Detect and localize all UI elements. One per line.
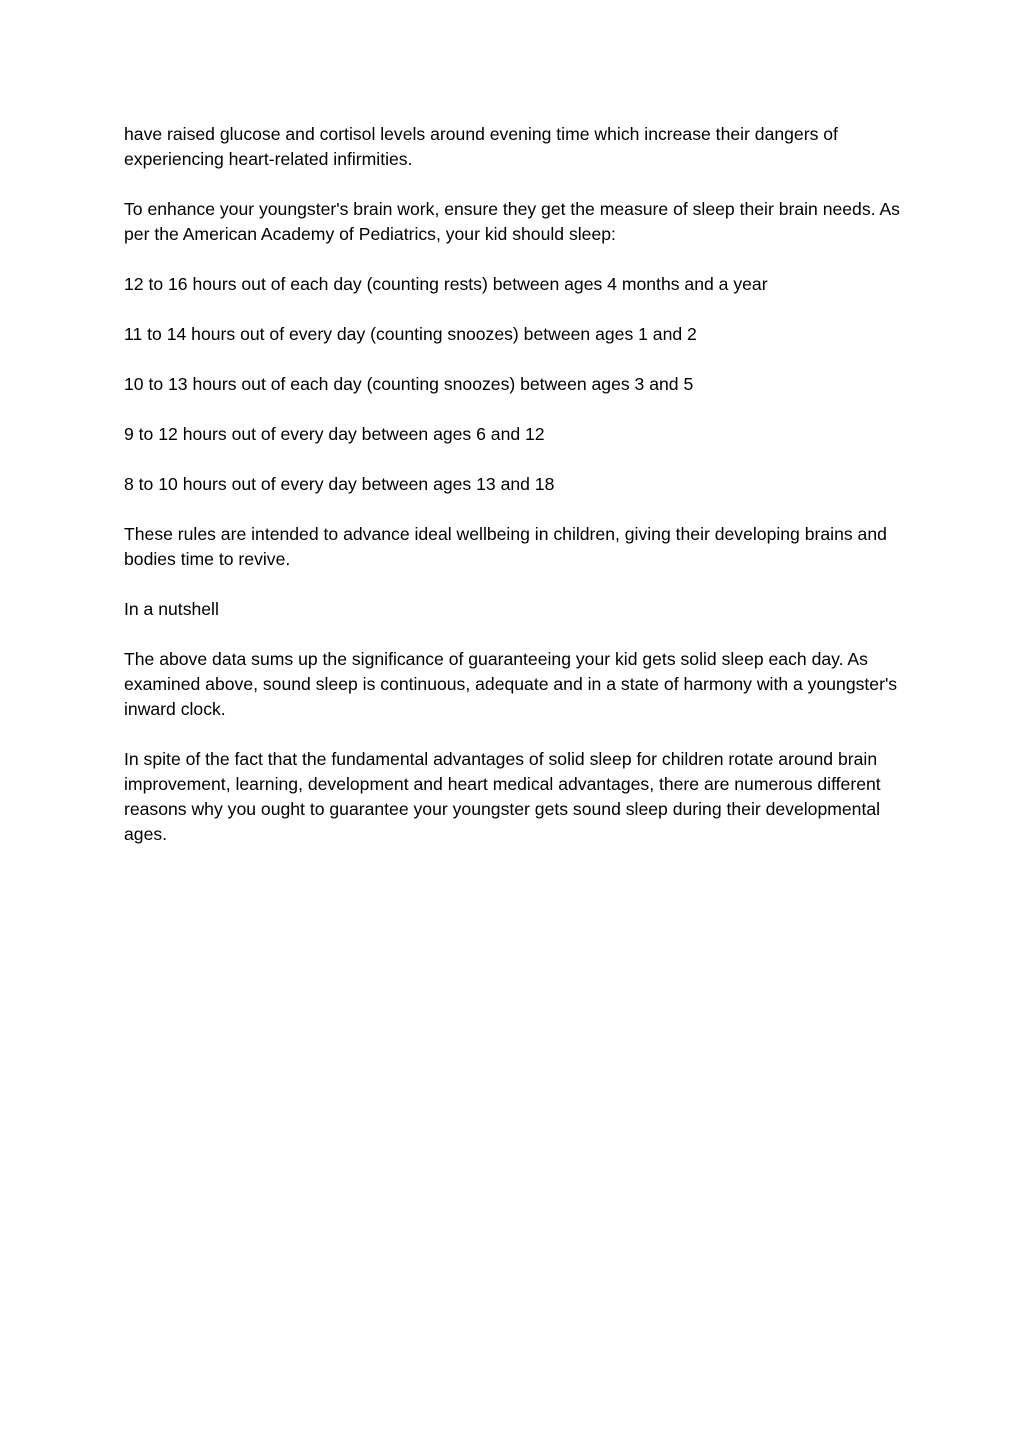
paragraph-rules: These rules are intended to advance ideal wellbeing in children, giving their developing brains and bodies time to revive.	[124, 524, 887, 569]
document-body	[124, 122, 914, 872]
guideline-school-age: 9 to 12 hours out of every day between ages 6 and 12	[124, 424, 545, 444]
guideline-toddler: 11 to 14 hours out of every day (counting snoozes) between ages 1 and 2	[124, 324, 697, 344]
paragraph-continuation: have raised glucose and cortisol levels around evening time which increase their dangers of experiencing heart-related infirmities.	[124, 124, 838, 169]
paragraph-conclusion: In spite of the fact that the fundamental advantages of solid sleep for children rotate around brain improvement, learning, development and heart medical advantages, there are numerous different reasons why you ought to guarantee your youngster gets sound sleep during their developmental ages.	[124, 749, 881, 844]
guideline-teen: 8 to 10 hours out of every day between ages 13 and 18	[124, 474, 555, 494]
section-heading: In a nutshell	[124, 599, 219, 619]
paragraph-summary: The above data sums up the significance of guaranteeing your kid gets solid sleep each day. As examined above, sound sleep is continuous, adequate and in a state of harmony with a youngster's inward clock.	[124, 649, 898, 719]
guideline-infant: 12 to 16 hours out of each day (counting rests) between ages 4 months and a year	[124, 274, 768, 294]
paragraph-sleep-intro: To enhance your youngster's brain work, ensure they get the measure of sleep their brain needs. As per the American Academy of Pediatrics, your kid should sleep:	[124, 199, 900, 244]
guideline-preschool: 10 to 13 hours out of each day (counting snoozes) between ages 3 and 5	[124, 374, 694, 394]
